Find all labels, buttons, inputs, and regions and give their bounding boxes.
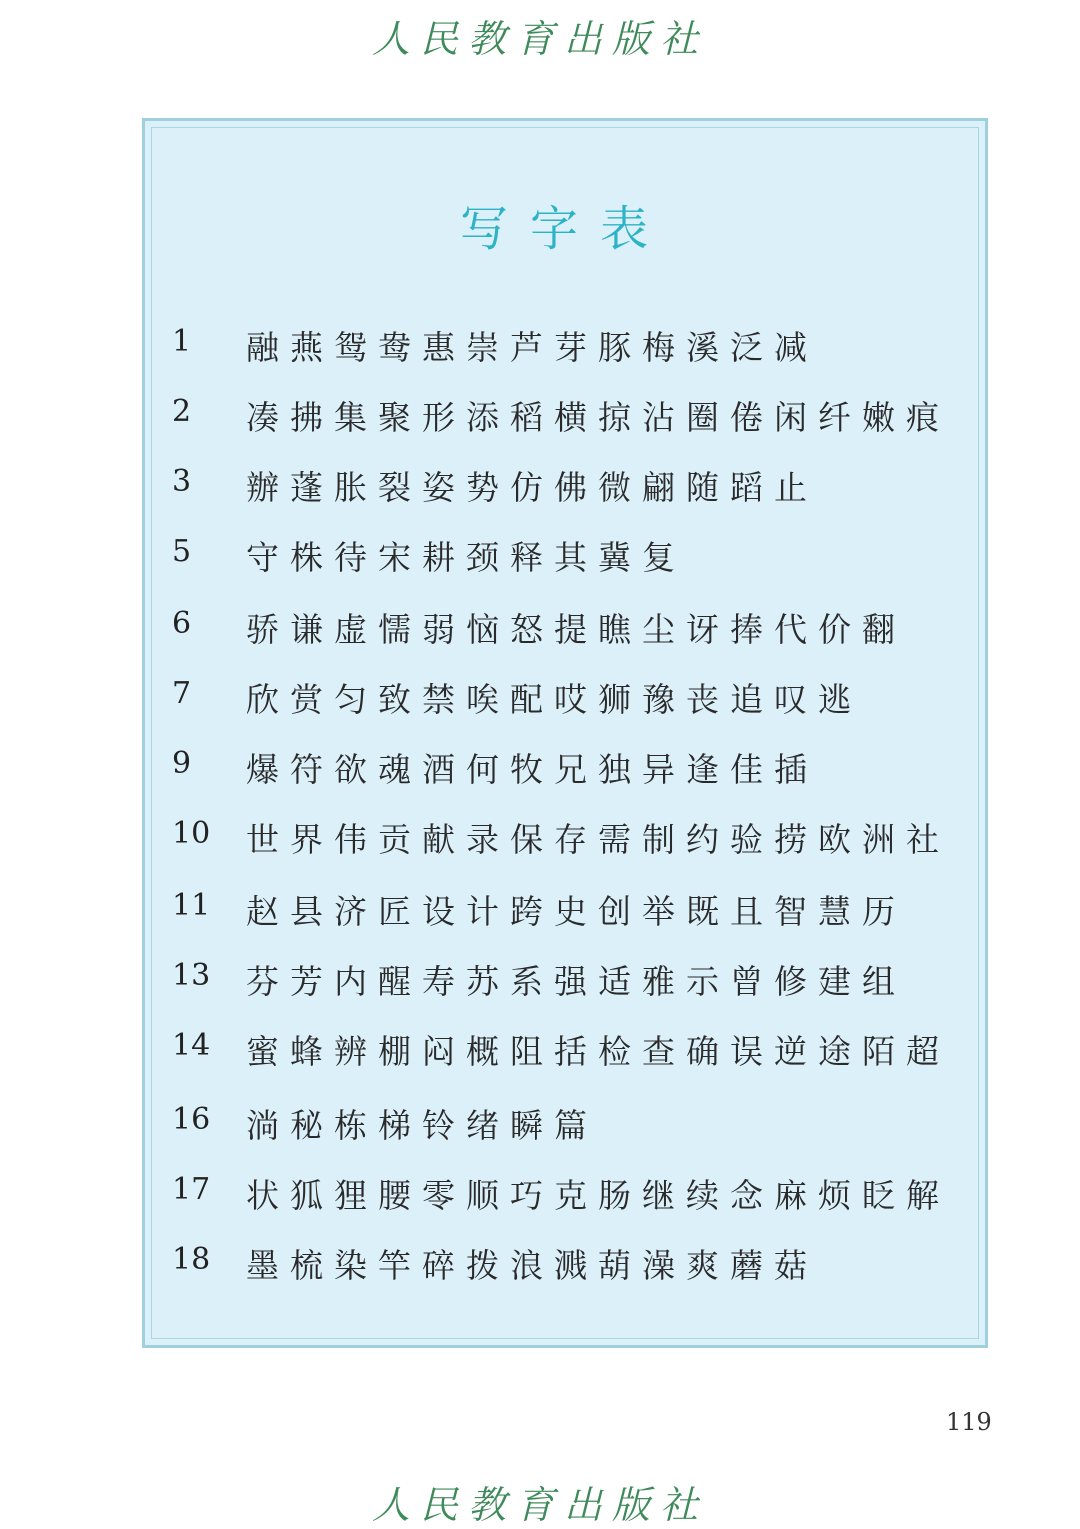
lesson-number: 2 xyxy=(172,394,192,429)
lesson-characters: 爆符欲魂酒何牧兄独异逢佳插 xyxy=(246,750,818,789)
page-number: 119 xyxy=(946,1408,992,1436)
lesson-characters: 状狐狸腰零顺巧克肠继续念麻烦眨解 xyxy=(246,1176,950,1215)
lesson-characters: 赵县济匠设计跨史创举既且智慧历 xyxy=(246,892,906,931)
lesson-characters: 墨梳染竿碎拨浪溅葫澡爽蘑菇 xyxy=(246,1246,818,1285)
lesson-characters: 骄谦虚懦弱恼怒提瞧尘讶捧代价翻 xyxy=(246,610,906,649)
publisher-watermark-top: 人民教育出版社 xyxy=(371,17,708,61)
lesson-number: 6 xyxy=(172,606,192,641)
lesson-characters: 蜜蜂辨棚闷概阻括检查确误逆途陌超 xyxy=(246,1032,950,1071)
lesson-number: 5 xyxy=(172,534,192,569)
lesson-characters: 融燕鸳鸯惠崇芦芽豚梅溪泛减 xyxy=(246,328,818,367)
lesson-number: 18 xyxy=(172,1242,211,1277)
lesson-characters: 世界伟贡献录保存需制约验捞欧洲社 xyxy=(246,820,950,859)
lesson-number: 11 xyxy=(172,888,211,923)
lesson-number: 3 xyxy=(172,464,192,499)
lesson-characters: 守株待宋耕颈释其冀复 xyxy=(246,538,686,577)
lesson-number: 10 xyxy=(172,816,211,851)
lesson-number: 16 xyxy=(172,1102,211,1137)
lesson-number: 1 xyxy=(172,324,192,359)
character-table-frame xyxy=(142,118,988,1348)
lesson-number: 14 xyxy=(172,1028,211,1063)
lesson-characters: 凑拂集聚形添稻横掠沾圈倦闲纤嫩痕 xyxy=(246,398,950,437)
lesson-number: 7 xyxy=(172,676,192,711)
frame-inner-border xyxy=(151,127,979,1339)
lesson-characters: 辦蓬胀裂姿势仿佛微翩随蹈止 xyxy=(246,468,818,507)
lesson-characters: 淌秘栋梯铃绪瞬篇 xyxy=(246,1106,598,1145)
lesson-characters: 芬芳内醒寿苏系强适雅示曾修建组 xyxy=(246,962,906,1001)
lesson-number: 17 xyxy=(172,1172,211,1207)
publisher-watermark-bottom: 人民教育出版社 xyxy=(371,1483,708,1527)
lesson-number: 13 xyxy=(172,958,211,993)
lesson-characters: 欣赏匀致禁唉配哎狮豫丧追叹逃 xyxy=(246,680,862,719)
lesson-number: 9 xyxy=(172,746,192,781)
page-title: 写字表 xyxy=(459,201,670,257)
